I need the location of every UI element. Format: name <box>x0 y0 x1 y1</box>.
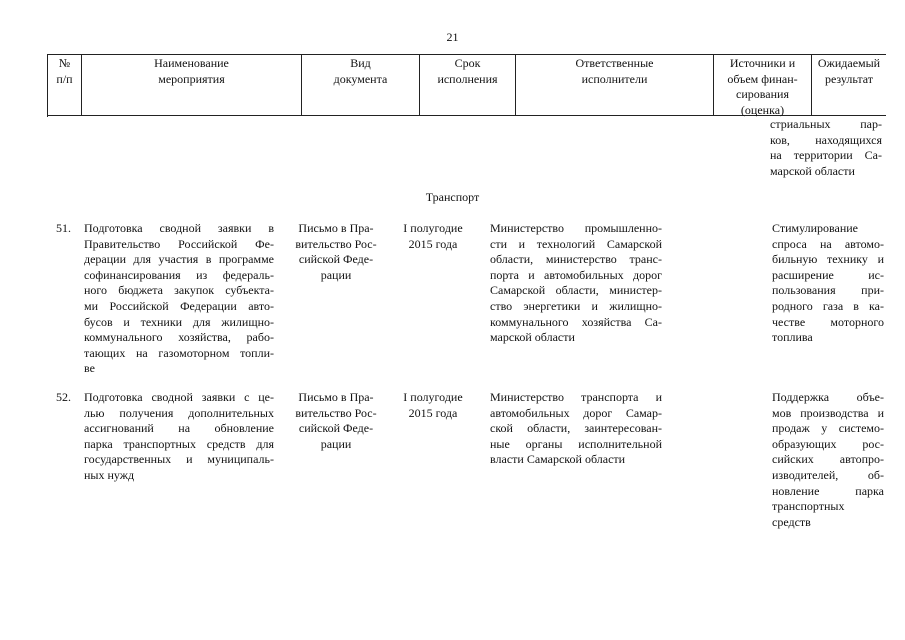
row-number: 52. <box>56 390 71 404</box>
text-line: ных нужд <box>84 467 135 482</box>
text-line: коммунального хозяйства, рабо- <box>84 330 274 345</box>
text-line: родного газа в ка- <box>772 298 884 313</box>
text-line: топлива <box>772 330 813 345</box>
text-line: Самарской области, министер- <box>490 283 662 298</box>
text-line: ми Российской Федерации авто- <box>84 298 274 313</box>
text-line: 2015 года <box>408 236 458 251</box>
continued-result <box>770 117 882 179</box>
text-line: коммунального хозяйства Са- <box>490 314 662 329</box>
row-result <box>772 390 884 530</box>
row-result <box>772 221 884 346</box>
text-line: бусов и техники для жилищно- <box>84 314 274 329</box>
row-number: 51. <box>56 221 71 235</box>
header-term: Срок исполнения <box>420 55 516 116</box>
text-line: честве моторного <box>772 314 884 329</box>
text-line: порта и автомобильных дорог <box>490 267 662 282</box>
header-sources: Источники и объем финан- сирования (оценка) <box>714 55 812 116</box>
header-result: Ожидаемый результат <box>812 55 886 116</box>
text-line: ве <box>84 361 95 376</box>
row-executors <box>490 390 662 468</box>
text-line: марской области <box>490 330 575 345</box>
text-line: власти Самарской области <box>490 452 626 467</box>
row-executors <box>490 221 662 346</box>
header-num: № п/п <box>48 55 82 116</box>
header-doc-type: Вид документа <box>302 55 420 116</box>
text-line: вительство Рос- <box>295 236 377 251</box>
text-line: ской области, заинтересован- <box>490 421 662 436</box>
text-line: парка транспортных средств для <box>84 436 274 451</box>
header-name: Наименование мероприятия <box>82 55 302 116</box>
text-line: ков, находящихся <box>770 132 882 147</box>
text-line: ассигнований на обновление <box>84 421 274 436</box>
text-line: Подготовка сводной заявки в <box>84 221 274 235</box>
section-title: Транспорт <box>425 190 480 204</box>
text-line: пользования при- <box>772 283 884 298</box>
text-line: сийской Феде- <box>298 252 374 267</box>
row-name <box>84 390 274 484</box>
text-line: области, министерство транс- <box>490 252 662 267</box>
page-number: 21 <box>446 30 459 44</box>
text-line: 2015 года <box>408 405 458 420</box>
text-line: I полугодие <box>403 390 463 404</box>
text-line: бильную технику и <box>772 252 884 267</box>
row-doc-type <box>290 221 382 283</box>
text-line: Стимулирование <box>772 221 858 235</box>
text-line: государственных и муниципаль- <box>84 452 274 467</box>
text-line: Письмо в Пра- <box>298 390 374 404</box>
row-doc-type <box>290 390 382 452</box>
text-line: сийских автопро- <box>772 452 884 467</box>
text-line: изводителей, об- <box>772 467 884 482</box>
text-line: рации <box>320 436 352 451</box>
row-term <box>394 390 472 421</box>
text-line: сийской Феде- <box>298 421 374 436</box>
text-line: рации <box>320 267 352 282</box>
text-line: ные органы исполнительной <box>490 436 662 451</box>
text-line: Письмо в Пра- <box>298 221 374 235</box>
table-header <box>47 54 886 117</box>
text-line: продаж у системо- <box>772 421 884 436</box>
text-line: спроса на автомо- <box>772 236 884 251</box>
text-line: дерации для участия в программе <box>84 252 274 267</box>
header-executors: Ответственные исполнители <box>516 55 714 116</box>
text-line: новление парка <box>772 483 884 498</box>
text-line: Правительство Российской Фе- <box>84 236 274 251</box>
text-line: Министерство промышленно- <box>490 221 662 235</box>
text-line: на территории Са- <box>770 148 882 163</box>
text-line: I полугодие <box>403 221 463 235</box>
text-line: Поддержка объе- <box>772 390 884 404</box>
text-line: сти и технологий Самарской <box>490 236 662 251</box>
text-line: расширение ис- <box>772 267 884 282</box>
text-line: транспортных <box>772 499 845 514</box>
text-line: тающих на газомоторном топли- <box>84 345 274 360</box>
row-term <box>394 221 472 252</box>
text-line: образующих рос- <box>772 436 884 451</box>
text-line: лью получения дополнительных <box>84 405 274 420</box>
text-line: Министерство транспорта и <box>490 390 662 404</box>
text-line: ство энергетики и жилищно- <box>490 298 662 313</box>
row-name <box>84 221 274 377</box>
text-line: мов производства и <box>772 405 884 420</box>
text-line: автомобильных дорог Самар- <box>490 405 662 420</box>
text-line: ного бюджета закупок субъекта- <box>84 283 274 298</box>
text-line: Подготовка сводной заявки с це- <box>84 390 274 404</box>
text-line: вительство Рос- <box>295 405 377 420</box>
text-line: софинансирования из федераль- <box>84 267 274 282</box>
text-line: средств <box>772 514 811 529</box>
text-line: марской области <box>770 163 855 178</box>
text-line: стриальных пар- <box>770 117 882 131</box>
